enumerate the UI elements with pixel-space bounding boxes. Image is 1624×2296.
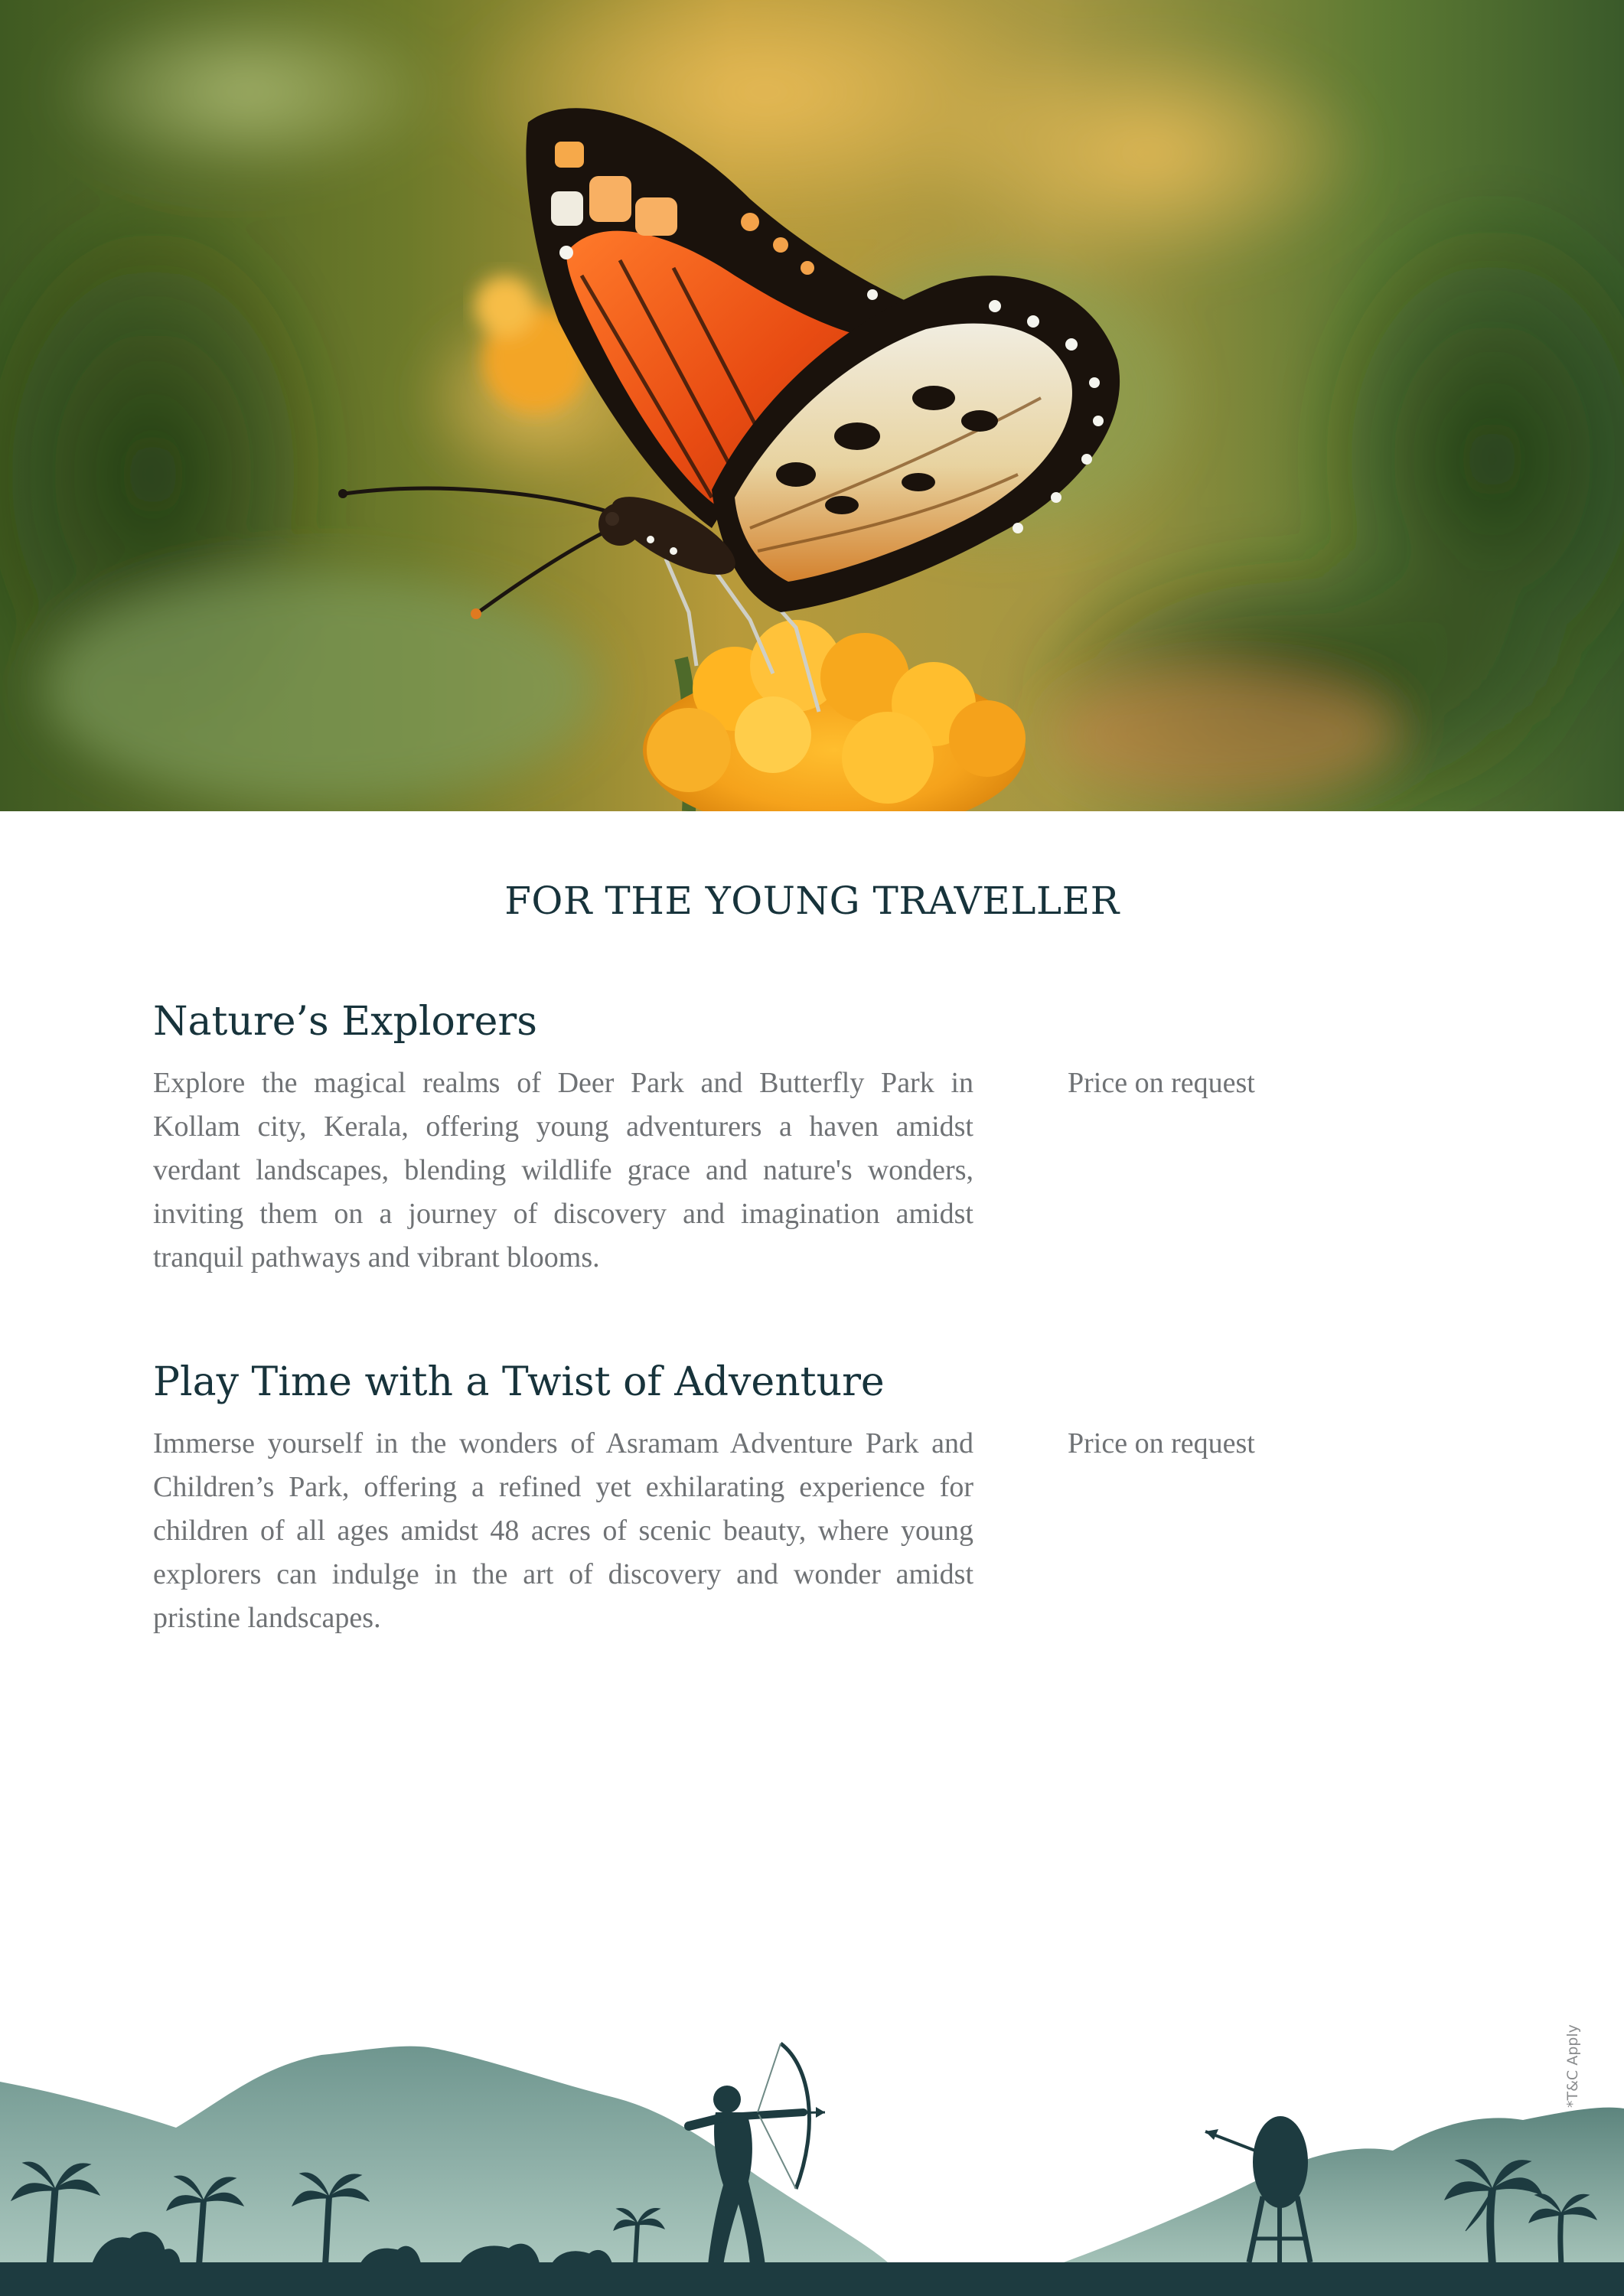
offer-row [153,1062,1286,1280]
offer-price: Price on request [1068,1067,1255,1099]
offer-item-play-time-adventure [153,1359,1286,1640]
terms-note: *T&C Apply [1564,2024,1581,2108]
offer-title: Play Time with a Twist of Adventure [153,1359,885,1405]
landscape-silhouette-illustration [0,2020,1624,2296]
section-title: FOR THE YOUNG TRAVELLER [504,879,1120,923]
offer-price: Price on request [1068,1427,1255,1459]
offer-row [153,1422,1286,1640]
hero-butterfly-image [0,0,1624,811]
offer-description: Explore the magical realms of Deer Park and Butterfly Park in Kollam city, Kerala, offering young adventurers a haven amidst verdant landscapes, blending wildlife grace and nature's wonders, inviting them on a journey of discovery and imagination amidst tranquil pathways and vibrant blooms. [153,1067,973,1274]
offer-item-natures-explorers [153,999,1286,1280]
offer-title: Nature’s Explorers [153,999,537,1045]
offer-description: Immerse yourself in the wonders of Asramam Adventure Park and Children’s Park, offering a refined yet exhilarating experience for children of all ages amidst 48 acres of scenic beauty, where young explorers can indulge in the art of discovery and wonder amidst pristine landscapes. [153,1427,973,1634]
